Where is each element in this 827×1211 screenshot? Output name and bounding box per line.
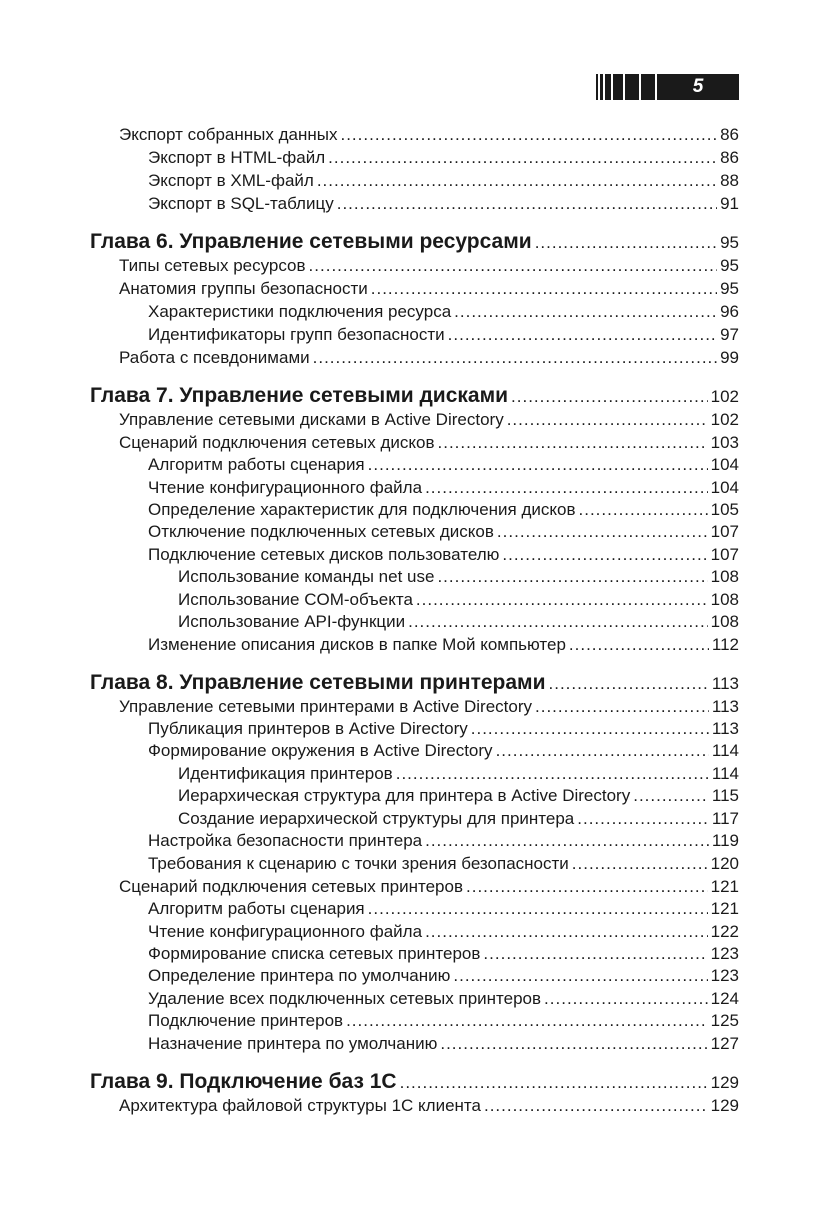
toc-leader-dots [317, 170, 717, 192]
toc-entry[interactable] [148, 830, 739, 852]
toc-entry-title: Анатомия группы безопасности [119, 279, 368, 298]
toc-entry-title: Формирование окружения в Active Directory [148, 741, 493, 760]
toc-entry-page: 99 [720, 348, 739, 367]
toc-leader-dots [496, 740, 709, 762]
toc-entry-page: 113 [711, 674, 739, 693]
toc-leader-dots [309, 255, 718, 277]
toc-entry-page: 95 [720, 233, 739, 252]
toc-entry-title: Управление сетевыми принтерами в Active Directory [119, 697, 533, 716]
toc-leader-dots [368, 898, 708, 920]
toc-entry[interactable] [148, 301, 739, 323]
toc-entry-title: Экспорт в XML-файл [148, 171, 314, 190]
toc-entry-page: 112 [711, 635, 739, 654]
toc-entry-title: Чтение конфигурационного файла [148, 922, 423, 941]
toc-entry-page: 121 [710, 877, 739, 896]
toc-entry[interactable] [178, 566, 739, 588]
toc-entry-title: Настройка безопасности принтера [148, 831, 423, 850]
toc-entry-title: Типы сетевых ресурсов [119, 256, 306, 275]
toc-entry-page: 103 [710, 433, 739, 452]
toc-entry-title: Сценарий подключения сетевых дисков [119, 433, 435, 452]
toc-entry-page: 123 [710, 944, 739, 963]
toc-entry[interactable] [148, 147, 739, 169]
toc-leader-dots [368, 454, 708, 476]
toc-entry[interactable] [148, 988, 739, 1010]
toc-leader-dots [466, 876, 708, 898]
toc-entry-page: 114 [711, 764, 739, 783]
toc-entry-title: Алгоритм работы сценария [148, 455, 365, 474]
toc-entry-title: Глава 7. Управление сетевыми дисками [90, 384, 509, 407]
toc-entry-page: 115 [711, 786, 739, 805]
toc-leader-dots [448, 324, 717, 346]
toc-leader-dots [572, 853, 708, 875]
toc-chapter-entry[interactable] [90, 670, 739, 697]
toc-leader-dots [438, 432, 708, 454]
toc-leader-dots [544, 988, 708, 1010]
toc-entry-page: 102 [710, 410, 739, 429]
toc-entry[interactable] [148, 193, 739, 215]
toc-entry-title: Экспорт в HTML-файл [148, 148, 326, 167]
toc-entry[interactable] [119, 876, 739, 898]
toc-leader-dots [400, 1070, 708, 1096]
toc-entry-page: 91 [720, 194, 739, 213]
toc-entry[interactable] [148, 521, 739, 543]
toc-entry-title: Экспорт собранных данных [119, 125, 338, 144]
toc-entry-page: 125 [710, 1011, 739, 1030]
toc-entry-title: Экспорт в SQL-таблицу [148, 194, 334, 213]
toc-entry-title: Подключение принтеров [148, 1011, 344, 1030]
toc-leader-dots [371, 278, 717, 300]
toc-entry[interactable] [119, 278, 739, 300]
toc-entry[interactable] [148, 740, 739, 762]
toc-entry-page: 113 [711, 697, 739, 716]
toc-entry[interactable] [148, 477, 739, 499]
toc-entry[interactable] [148, 1033, 739, 1055]
toc-entry-page: 105 [710, 500, 739, 519]
toc-leader-dots [346, 1010, 708, 1032]
toc-leader-dots [471, 718, 709, 740]
toc-chapter-entry[interactable] [90, 229, 739, 256]
toc-entry[interactable] [178, 611, 739, 633]
toc-entry-page: 86 [720, 148, 739, 167]
toc-entry-page: 95 [720, 279, 739, 298]
toc-leader-dots [511, 384, 708, 410]
toc-leader-dots [337, 193, 717, 215]
toc-leader-dots [416, 589, 708, 611]
toc-leader-dots [484, 1095, 708, 1117]
toc-entry-page: 119 [711, 831, 739, 850]
toc-leader-dots [507, 409, 708, 431]
toc-entry-title: Идентификация принтеров [178, 764, 393, 783]
toc-entry-title: Архитектура файловой структуры 1С клиента [119, 1096, 481, 1115]
toc-entry-title: Определение характеристик для подключения дисков [148, 500, 576, 519]
toc-entry-page: 124 [710, 989, 739, 1008]
toc-entry[interactable] [119, 1095, 739, 1117]
toc-entry[interactable] [148, 718, 739, 740]
toc-entry-page: 107 [710, 545, 739, 564]
toc-entry-page: 102 [710, 387, 739, 406]
toc-entry[interactable] [178, 808, 739, 830]
toc-entry-title: Использование команды net use [178, 567, 435, 586]
toc-entry[interactable] [148, 1010, 739, 1032]
toc-entry-page: 127 [710, 1034, 739, 1053]
toc-entry-title: Создание иерархической структуры для принтера [178, 809, 575, 828]
toc-entry-title: Публикация принтеров в Active Directory [148, 719, 468, 738]
toc-leader-dots [440, 1033, 707, 1055]
toc-entry[interactable] [148, 499, 739, 521]
toc-entry-title: Подключение сетевых дисков пользователю [148, 545, 500, 564]
toc-entry[interactable] [119, 409, 739, 431]
toc-entry[interactable] [119, 432, 739, 454]
toc-entry[interactable] [148, 921, 739, 943]
toc-leader-dots [425, 921, 708, 943]
toc-leader-dots [454, 301, 717, 323]
toc-leader-dots [437, 566, 707, 588]
toc-entry-page: 113 [711, 719, 739, 738]
toc-leader-dots [328, 147, 717, 169]
toc-entry[interactable] [178, 763, 739, 785]
toc-entry-page: 121 [710, 899, 739, 918]
toc-entry[interactable] [148, 898, 739, 920]
toc-leader-dots [453, 965, 707, 987]
toc-entry-title: Глава 8. Управление сетевыми принтерами [90, 671, 546, 694]
toc-entry-page: 108 [710, 612, 739, 631]
toc-entry[interactable] [178, 785, 739, 807]
toc-entry-page: 107 [710, 522, 739, 541]
toc-leader-dots [408, 611, 708, 633]
toc-chapter-entry[interactable] [90, 383, 739, 410]
header-bar-decoration [625, 74, 639, 100]
page-number: 5 [657, 74, 739, 100]
header-bar-decoration [600, 74, 603, 100]
page-header [596, 74, 739, 100]
toc-entry-page: 114 [711, 741, 739, 760]
toc-leader-dots [425, 830, 709, 852]
toc-entry-page: 95 [720, 256, 739, 275]
toc-entry-title: Удаление всех подключенных сетевых принтеров [148, 989, 542, 1008]
toc-entry-page: 104 [710, 455, 739, 474]
toc-entry-title: Характеристики подключения ресурса [148, 302, 452, 321]
toc-entry-title: Работа с псевдонимами [119, 348, 310, 367]
toc-leader-dots [425, 477, 708, 499]
toc-entry-title: Глава 9. Подключение баз 1С [90, 1070, 397, 1093]
toc-entry-title: Алгоритм работы сценария [148, 899, 365, 918]
toc-entry-title: Использование COM-объекта [178, 590, 413, 609]
toc-leader-dots [396, 763, 709, 785]
toc-entry[interactable] [119, 124, 739, 146]
toc-entry-title: Требования к сценарию с точки зрения безопасности [148, 854, 569, 873]
toc-entry[interactable] [119, 696, 739, 718]
toc-entry-title: Чтение конфигурационного файла [148, 478, 423, 497]
toc-entry-page: 117 [711, 809, 739, 828]
toc-leader-dots [577, 808, 709, 830]
toc-entry[interactable] [178, 589, 739, 611]
toc-entry-title: Назначение принтера по умолчанию [148, 1034, 438, 1053]
toc-entry-page: 108 [710, 567, 739, 586]
toc-entry-page: 129 [710, 1096, 739, 1115]
header-bar-decoration [596, 74, 598, 100]
toc-chapter-entry[interactable] [90, 1069, 739, 1096]
header-bar-decoration [641, 74, 655, 100]
toc-entry[interactable] [148, 943, 739, 965]
toc-entry-page: 104 [710, 478, 739, 497]
toc-entry-page: 86 [720, 125, 739, 144]
toc-leader-dots [483, 943, 707, 965]
toc-entry-page: 122 [710, 922, 739, 941]
toc-entry[interactable] [119, 255, 739, 277]
toc-entry-title: Изменение описания дисков в папке Мой компьютер [148, 635, 566, 654]
toc-entry-title: Определение принтера по умолчанию [148, 966, 451, 985]
toc-entry-title: Идентификаторы групп безопасности [148, 325, 445, 344]
toc-entry[interactable] [148, 544, 739, 566]
toc-entry[interactable] [148, 324, 739, 346]
toc-leader-dots [502, 544, 707, 566]
toc-entry-page: 96 [720, 302, 739, 321]
toc-entry[interactable] [119, 347, 739, 369]
toc-entry[interactable] [148, 170, 739, 192]
toc-entry-title: Иерархическая структура для принтера в Active Directory [178, 786, 631, 805]
toc-leader-dots [497, 521, 708, 543]
toc-entry-page: 88 [720, 171, 739, 190]
toc-entry-title: Использование API-функции [178, 612, 406, 631]
header-bar-decoration [605, 74, 611, 100]
toc-entry[interactable] [148, 965, 739, 987]
toc-leader-dots [313, 347, 717, 369]
toc-entry-title: Глава 6. Управление сетевыми ресурсами [90, 230, 532, 253]
toc-entry-title: Отключение подключенных сетевых дисков [148, 522, 494, 541]
toc-entry[interactable] [148, 454, 739, 476]
toc-entry[interactable] [148, 853, 739, 875]
toc-leader-dots [549, 671, 709, 697]
toc-entry-page: 129 [710, 1073, 739, 1092]
toc-entry-page: 120 [710, 854, 739, 873]
toc-entry-page: 123 [710, 966, 739, 985]
toc-entry-page: 108 [710, 590, 739, 609]
toc-entry-title: Формирование списка сетевых принтеров [148, 944, 481, 963]
toc-leader-dots [579, 499, 708, 521]
toc-entry[interactable] [148, 634, 739, 656]
toc-entry-page: 97 [720, 325, 739, 344]
toc-leader-dots [569, 634, 709, 656]
toc-entry-title: Управление сетевыми дисками в Active Directory [119, 410, 504, 429]
toc-leader-dots [535, 230, 717, 256]
header-bar-decoration [613, 74, 623, 100]
toc-leader-dots [340, 124, 717, 146]
toc-leader-dots [633, 785, 709, 807]
toc-leader-dots [535, 696, 709, 718]
toc-entry-title: Сценарий подключения сетевых принтеров [119, 877, 463, 896]
